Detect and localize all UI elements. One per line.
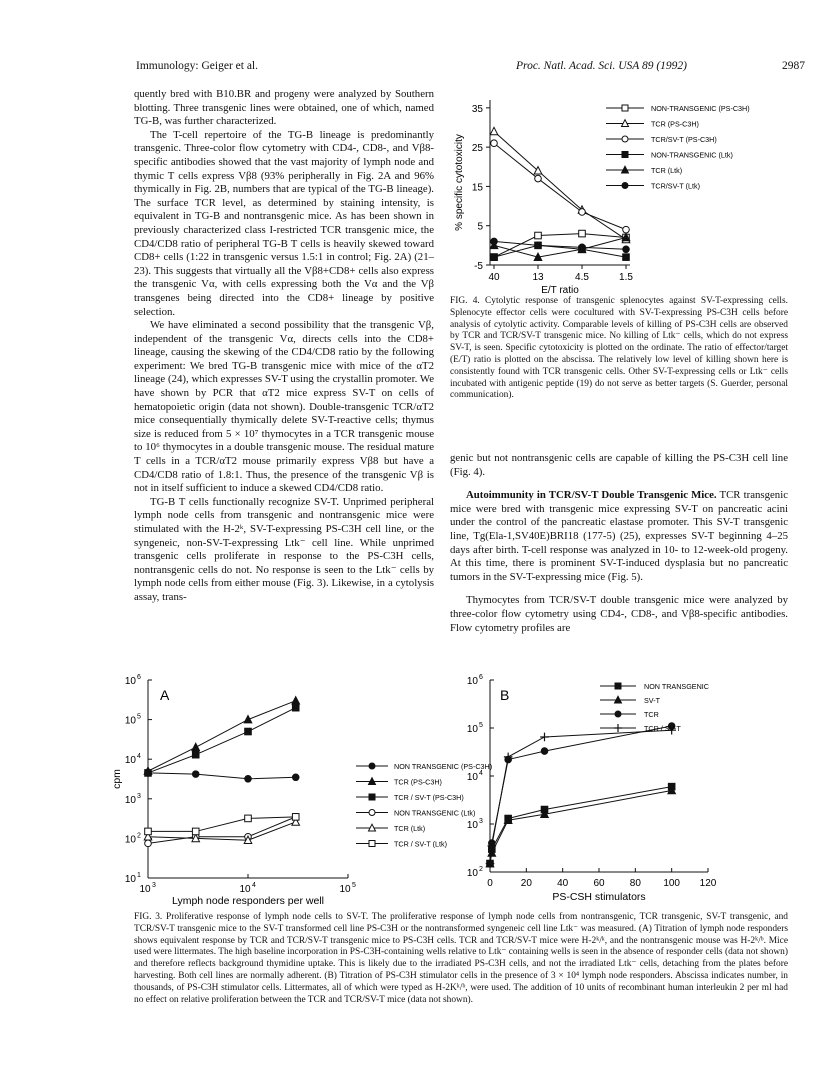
series-line (148, 817, 296, 832)
legend-label: NON TRANSGENIC (PS-C3H) (394, 762, 493, 771)
y-tick-exponent: 4 (137, 753, 141, 761)
y-tick-exponent: 2 (137, 832, 141, 840)
header-journal: Proc. Natl. Acad. Sci. USA 89 (1992) (516, 60, 687, 72)
data-point-circle (579, 209, 586, 216)
paragraph: Thymocytes from TCR/SV-T double transgenic mice were analyzed by three-color flow cytometry using CD4-, CD8-, and Vβ8-specific antibodies. Flow cytometry profiles are (450, 594, 788, 634)
x-axis-label: E/T ratio (541, 285, 579, 296)
data-point-circle (622, 183, 628, 189)
x-axis-label: PS-CSH stimulators (552, 891, 646, 903)
data-point-square (579, 230, 586, 237)
x-tick-label: 40 (557, 878, 569, 889)
data-point-square (369, 794, 375, 800)
data-point-square (369, 841, 375, 847)
x-tick-label: 13 (532, 272, 544, 283)
data-point-circle (579, 244, 586, 251)
y-axis-label: % specific cytotoxicity (454, 134, 465, 231)
paragraph-text: TCR transgenic mice were bred with transgenic mice expressing SV-T on pancreatic acini under the control of the pancreatic elastase promoter. This SV-T transgenic line, Tg(Ela-1,SV40E)BRI18 (177-5) (25), expresses SV-T beginning 4–25 days after birth. T-cell response was analyzed in 10- to 12-week-old progeny. At this time, there is prominent SV-T-induced dysplasia but no pancreatic tumors in the SV-T-expressing mice (Fig. 5). (450, 489, 788, 583)
y-tick-label: 10 (466, 868, 478, 879)
figure-3a-chart (108, 672, 493, 907)
right-column (450, 452, 788, 635)
y-tick-exponent: 3 (137, 792, 141, 800)
data-point-square (192, 828, 199, 835)
x-tick-label: 10 (139, 884, 151, 895)
legend-label: NON-TRANSGENIC (PS-C3H) (651, 104, 750, 113)
legend-label: TCR (PS-C3H) (394, 777, 442, 787)
y-tick-label: 35 (471, 103, 483, 115)
data-point-square (245, 728, 252, 735)
figure-4-chart (448, 88, 794, 296)
y-tick-label: 10 (124, 676, 136, 687)
panel-label: B (500, 687, 510, 703)
data-point-triangle (490, 127, 498, 134)
series-line (494, 143, 626, 229)
data-point-square (292, 704, 299, 711)
y-tick-label: 10 (466, 676, 478, 687)
data-point-square (615, 683, 621, 689)
series-line (490, 726, 672, 864)
data-point-circle (369, 810, 375, 816)
data-point-circle (541, 748, 548, 755)
legend-label: TCR (Ltk) (651, 166, 683, 175)
data-point-circle (292, 774, 299, 781)
series-line (148, 701, 296, 771)
header-left: Immunology: Geiger et al. (136, 60, 258, 72)
y-tick-exponent: 5 (479, 722, 483, 729)
page-number: 2987 (782, 60, 805, 72)
legend-label: TCR / SV-T (Ltk) (394, 839, 447, 849)
x-tick-exponent: 5 (352, 882, 356, 889)
data-point-square (245, 815, 252, 822)
series-line (148, 773, 296, 779)
data-point-plus (614, 724, 622, 732)
x-tick-label: 60 (593, 878, 605, 889)
legend-label: TCR / SV-T (PS-C3H) (394, 793, 464, 802)
paragraph: quently bred with B10.BR and progeny were analyzed by Southern blotting. Three transgenic lines were obtained, one of which, named TG-B, was further characterized. (134, 88, 434, 128)
legend-label: NON TRANSGENIC (644, 682, 709, 691)
data-point-square (192, 751, 199, 758)
running-header (0, 60, 816, 80)
data-point-circle (623, 246, 630, 253)
legend-label: TCR (PS-C3H) (651, 119, 699, 129)
data-point-circle (369, 763, 375, 769)
x-tick-label: 120 (699, 878, 717, 889)
x-axis-label: Lymph node responders per well (172, 895, 324, 907)
data-point-plus (540, 733, 549, 742)
left-column (134, 88, 434, 605)
series-line (148, 708, 296, 773)
y-tick-label: 10 (124, 715, 136, 727)
x-tick-label: 80 (629, 878, 641, 889)
y-tick-exponent: 5 (137, 713, 141, 721)
y-tick-label: 15 (471, 182, 483, 194)
y-tick-exponent: 1 (137, 872, 141, 879)
y-tick-label: 10 (124, 834, 136, 846)
paragraph: genic but not nontransgenic cells are capable of killing the PS-C3H cell line (Fig. 4). (450, 452, 788, 478)
data-point-triangle (192, 743, 200, 750)
y-tick-label: 10 (124, 794, 136, 806)
x-tick-label: 10 (239, 884, 251, 895)
paragraph (450, 489, 788, 584)
y-tick-label: 5 (477, 221, 483, 233)
y-tick-exponent: 6 (137, 674, 141, 681)
y-tick-exponent: 6 (479, 674, 483, 681)
legend-label: TCR (644, 710, 659, 719)
data-point-circle (535, 175, 542, 182)
data-point-circle (622, 136, 628, 142)
x-tick-label: 10 (339, 884, 351, 895)
data-point-square (622, 152, 628, 158)
data-point-circle (491, 140, 498, 147)
data-point-circle (192, 771, 199, 778)
data-point-triangle (292, 697, 300, 704)
y-tick-exponent: 3 (479, 818, 483, 825)
y-axis-label: cpm (111, 769, 123, 789)
legend-label: NON TRANSGENIC (Ltk) (394, 808, 476, 818)
x-tick-label: 4.5 (575, 272, 589, 283)
data-point-square (145, 828, 152, 835)
data-point-square (491, 254, 498, 261)
section-heading: Autoimmunity in TCR/SV-T Double Transgenic Mice. (466, 489, 717, 502)
y-tick-label: 10 (466, 772, 478, 783)
figure-3-caption: FIG. 3. Proliferative response of lymph node cells to SV-T. The proliferative response of lymph node cells from nontransgenic, TCR transgenic, SV-T transgenic, and TCR/SV-T transgenic mice to the SV-T transformed cell line PS-C3H or the nontransformed syngeneic cell line Ltk⁻ was measured. (A) Titration of lymph node responders shows equivalent response by TCR and TCR/SV-T transgenic mice to PS-C3H cells. TCR and TCR/SV-T mice were H-2ᵏ/ᵏ, and the nontransgenic mouse was H-2ᵏ/ᵇ. Mice used were littermates. The high baseline incorporation in PS-C3H-containing wells relative to Ltk⁻ containing wells is seen in the absence of responder cells (data not shown) and therefore reflects background thymidine uptake. This is likely due to the irradiated PS-C3H cells, and not the irradiated Ltk⁻ cells, detaching from the plates before harvesting. Both cell lines are normally adherent. (B) Titration of PS-C3H stimulator cells in the presence of 3 × 10⁴ lymph node responders. Abscissa indicates number, in thousands, of PS-C3H stimulator cells. Littermates, all of which were typed as H-2Kᵏ/ᵇ, were used. The addition of 10 units of recombinant human interleukin 2 per ml had no effect on relative proliferation between the TCR and TCR/SV-T mice (data not shown). (134, 912, 788, 1005)
legend-label: TCR (Ltk) (394, 824, 426, 833)
series-line (490, 790, 672, 863)
data-point-square (145, 770, 152, 777)
data-point-circle (623, 226, 630, 233)
y-tick-label: 10 (466, 724, 478, 735)
legend-label: TCR/SV-T (PS-C3H) (651, 135, 717, 144)
data-point-square (622, 105, 628, 111)
figure-4-caption: FIG. 4. Cytolytic response of transgenic splenocytes against SV-T-expressing cells. Splenocyte effector cells were cocultured with SV-T-expressing PS-C3H cells before analysis of cytolytic activity. Comparable levels of killing of PS-C3H cells are observed by TCR and TCR/SV-T transgenic mice. No killing of Ltk⁻ cells, which do not express SV-T, is seen. Specific cytotoxicity is plotted on the ordinate. The ratio of effector/target (E/T) ratio is plotted on the abscissa. The relatively low level of killing shown here is consistently found with TCR transgenic cells. Other SV-T-expressing cells or Ltk⁻ cells incubated with antigenic peptide (19) do not serve as better targets (S. Guerder, personal communication). (450, 296, 788, 401)
x-tick-exponent: 3 (152, 882, 156, 889)
y-tick-label: 10 (466, 820, 478, 831)
y-tick-label: -5 (474, 261, 483, 272)
paragraph: The T-cell repertoire of the TG-B lineage is predominantly transgenic. Three-color flow cytometry with CD4-, CD8-, and Vβ8-specific antibodies showed that the vast majority of lymph node and thymic T cells express Vβ8 (93% peripherally in Fig. 2A and 96% thymically in Fig. 2B, numbers that are typical of the TG-B lineage). The surface TCR level, as determined by staining intensity, is equivalent in TG-B and nontransgenic mice. As has been shown in previously characterized class I-restricted TCR transgenic mice, the CD4/CD8 ratio of peripheral TG-B T cells is heavily skewed toward CD8+ cells (1:22 in transgenic versus 1.5:1 in control; Fig. 2A) (21–23). This suggests that virtually all the Vβ8+CD8+ cells also express the transgenic Vα, with cells expressing both the Vα and the Vβ transgenes being directed into the CD8+ lineage by positive selection. (134, 128, 434, 318)
x-tick-label: 40 (488, 272, 500, 283)
data-point-circle (491, 238, 498, 245)
data-point-circle (535, 242, 542, 249)
y-tick-exponent: 4 (479, 770, 483, 777)
data-point-triangle (244, 716, 252, 723)
paragraph: TG-B T cells functionally recognize SV-T. Unprimed peripheral lymph node cells from transgenic and nontransgenic mice were stimulated with the H-2ᵏ, SV-T-expressing PS-C3H cell line, or the syngeneic, non-SV-T-expressing Ltk⁻ cell line. While unprimed transgenic cells proliferate in response to the PS-C3H cells, nontransgenic cells do not. No response is seen to the Ltk⁻ cells by lymph node cells from either mouse (Fig. 3). Likewise, in a cytolysis assay, trans- (134, 495, 434, 603)
y-tick-label: 25 (471, 143, 483, 155)
x-tick-label: 100 (663, 878, 681, 889)
data-point-square (623, 254, 630, 261)
y-tick-label: 10 (124, 874, 136, 885)
series-line (490, 730, 672, 863)
data-point-square (292, 814, 299, 821)
x-tick-label: 20 (520, 878, 532, 889)
data-point-circle (245, 775, 252, 782)
legend-label: SV-T (644, 696, 660, 705)
x-tick-label: 1.5 (619, 272, 633, 283)
figure-3b-chart (450, 672, 790, 904)
series-line (490, 787, 672, 864)
data-point-circle (615, 711, 621, 717)
x-tick-exponent: 4 (252, 882, 256, 889)
legend-label: NON-TRANSGENIC (Ltk) (651, 150, 733, 160)
data-point-square (535, 232, 542, 239)
legend-label: TCR/SV-T (Ltk) (651, 181, 700, 191)
paragraph: We have eliminated a second possibility that the transgenic Vβ, independent of the transgenic Vα, directs cells into the CD8+ lineage, causing the skewing of the CD4/CD8 ratio by the following experiment: We bred TG-B transgenic mice with mice of the αT2 lineage (24), which expresses SV-T using the crystallin promoter. We have shown by PCR that αT2 mice express SV-T on cells of hematopoietic origin (data not shown). Double-transgenic TCR/αT2 mice consequentially thymically delete SV-T-reactive cells; thymus size is reduced from 5 × 10⁷ thymocytes in a TCR transgenic mouse to 10⁶ thymocytes in a double transgenic mouse. The residual mature T cells in a TCR/αT2 mouse primarily express Vβ8 but have a CD4/CD8 ratio of 1.8:1. Thus, the presence of the transgenic Vβ is not in itself sufficient to induce a skewed CD4/CD8 ratio. (134, 319, 434, 495)
legend-label: TCR / SV-T (644, 724, 681, 733)
panel-label: A (160, 687, 170, 703)
y-tick-label: 10 (124, 755, 136, 767)
data-point-circle (145, 840, 152, 847)
x-tick-label: 0 (487, 878, 493, 889)
y-tick-exponent: 2 (479, 866, 483, 873)
